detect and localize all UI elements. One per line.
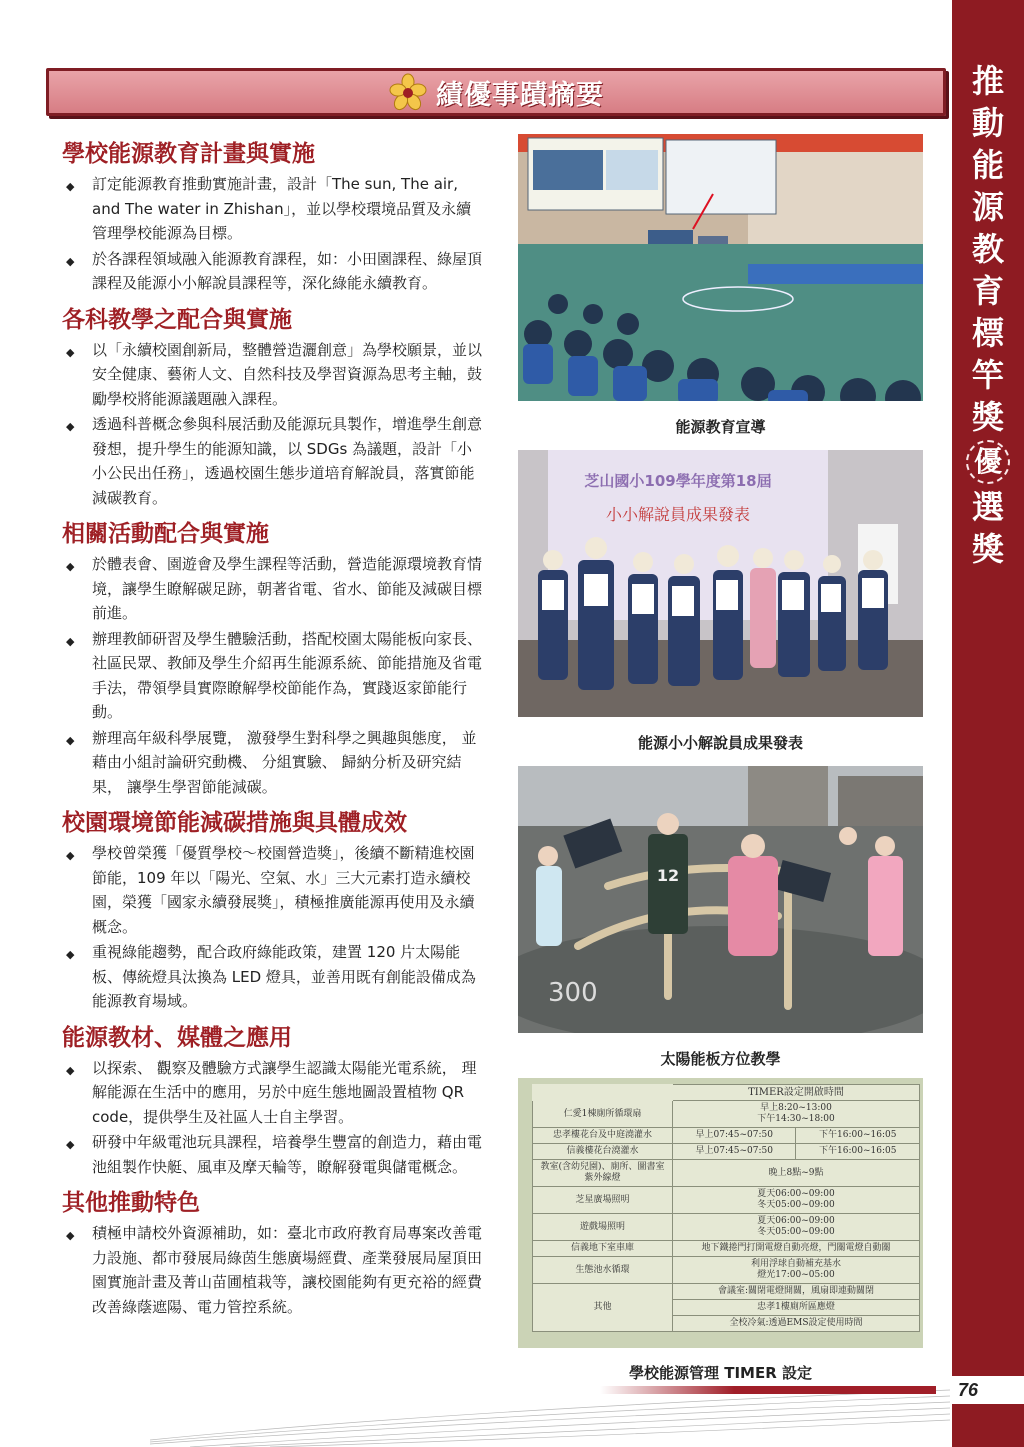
table-row bbox=[533, 1284, 920, 1300]
bullet-item bbox=[62, 841, 482, 939]
table-cell: 早上07:45~07:50 bbox=[673, 1128, 796, 1144]
bullet-item bbox=[62, 1056, 482, 1130]
section bbox=[62, 1020, 482, 1180]
bullet-text: 於各課程領域融入能源教育課程，如：小田園課程、綠屋頂課程及能源小小解說員課程等，深化綠能永續教育。 bbox=[92, 249, 483, 292]
section-title: 相關活動配合與實施 bbox=[62, 521, 269, 547]
diamond-bullet-icon: ◆ bbox=[66, 1063, 75, 1077]
award-char: 動 bbox=[971, 104, 1004, 142]
award-char: 標 bbox=[971, 314, 1004, 352]
screen-title: 芝山國小109學年度第18屆 bbox=[584, 472, 772, 490]
bullet-list bbox=[62, 172, 482, 296]
table-cell: 會議室:關閉電燈開關，風扇即連動關閉 bbox=[673, 1284, 920, 1300]
header-title: 績優事蹟摘要 bbox=[436, 79, 604, 111]
section-title: 校園環境節能減碳措施與具體成效 bbox=[62, 810, 407, 836]
table-cell: 遊戲場照明 bbox=[533, 1214, 673, 1241]
table-cell: 忠孝1樓廁所區應燈 bbox=[673, 1300, 920, 1316]
table-cell: 芝星廣場照明 bbox=[533, 1187, 673, 1214]
award-char: 獎 bbox=[971, 398, 1004, 436]
bullet-text: 以探索、 觀察及體驗方式讓學生認識太陽能光電系統， 理解能源在生活中的應用，另於中庭生態地圖設置植物 QR code，提供學生及社區人士自主學習。 bbox=[92, 1058, 477, 1126]
table-cell: 地下鐵捲門打開電燈自動亮燈，門關電燈自動關 bbox=[673, 1241, 920, 1257]
ground-marking: 300 bbox=[548, 978, 598, 1008]
award-char: 源 bbox=[971, 188, 1004, 226]
table-cell: 夏天06:00~09:00 冬天05:00~09:00 bbox=[673, 1214, 920, 1241]
table-cell: 早上8:20~13:00 下午14:30~18:00 bbox=[673, 1101, 920, 1128]
table-row bbox=[533, 1160, 920, 1187]
table-row bbox=[533, 1257, 920, 1284]
section bbox=[62, 805, 482, 1014]
photo-caption: 學校能源管理 TIMER 設定 bbox=[629, 1364, 812, 1382]
diamond-bullet-icon: ◆ bbox=[66, 420, 75, 433]
table-cell: 早上07:45~07:50 bbox=[673, 1144, 796, 1160]
bullet-list bbox=[62, 1056, 482, 1180]
award-char: 獎 bbox=[971, 530, 1004, 568]
section bbox=[62, 1185, 482, 1319]
award-title bbox=[958, 60, 1018, 570]
bullet-text: 以「永續校園創新局，整體營造灑創意」為學校願景，並以安全健康、藝術人文、自然科技及學習資源為思考主軸，鼓勵學校將能源議題融入課程。 bbox=[92, 340, 483, 408]
bullet-text: 透過科普概念參與科展活動及能源玩具製作，增進學生創意發想，提升學生的能源知識，以 SDGs 為議題，設計「小小公民出任務」，透過校園生態步道培育解說員，落實節能減碳教育。 bbox=[92, 415, 483, 507]
diamond-bullet-icon: ◆ bbox=[66, 1138, 75, 1151]
bullet-text: 學校曾榮獲「優質學校～校園營造獎」，後續不斷精進校園節能，109 年以「陽光、空氣、水」三大元素打造永續校園，榮獲「國家永續發展獎」，積極推廣能源再使用及永續概念。 bbox=[92, 844, 475, 936]
summary-content bbox=[62, 130, 482, 1320]
bullet-item bbox=[62, 412, 482, 510]
photo-caption: 能源小小解說員成果發表 bbox=[637, 734, 803, 752]
page-number: 76 bbox=[952, 1376, 1024, 1404]
bullet-text: 研發中年級電池玩具課程，培養學生豐富的創造力，藉由電池組製作快艇、風車及摩天輪等，瞭解發電與儲電概念。 bbox=[92, 1133, 483, 1176]
award-char: 教 bbox=[971, 230, 1004, 268]
award-seal bbox=[966, 440, 1010, 484]
photo-caption: 太陽能板方位教學 bbox=[660, 1050, 781, 1068]
diamond-bullet-icon: ◆ bbox=[66, 254, 75, 268]
award-char: 選 bbox=[971, 488, 1004, 526]
diamond-bullet-icon: ◆ bbox=[66, 849, 75, 862]
bullet-text: 辦理高年級科學展覽， 激發學生對科學之興趣與態度， 並藉由小組討論研究動機、 分組實驗、 歸納分析及研究結果， 讓學生學習節能減碳。 bbox=[92, 728, 477, 796]
table-row bbox=[533, 1144, 920, 1160]
section bbox=[62, 136, 482, 296]
section bbox=[62, 516, 482, 799]
diamond-bullet-icon: ◆ bbox=[66, 560, 75, 573]
bullet-item bbox=[62, 172, 482, 246]
bullet-item bbox=[62, 552, 482, 626]
award-char: 推 bbox=[971, 62, 1004, 100]
table-cell: 忠孝樓花台及中庭澆灌水 bbox=[533, 1128, 673, 1144]
bullet-item bbox=[62, 627, 482, 725]
table-cell: 利用浮球自動補充基水 燈光17:00~05:00 bbox=[673, 1257, 920, 1284]
diamond-bullet-icon: ◆ bbox=[66, 180, 75, 193]
timer-table bbox=[532, 1084, 920, 1332]
table-cell: 仁愛1棟廁所循環扇 bbox=[533, 1101, 673, 1128]
table-cell: 其他 bbox=[533, 1284, 673, 1332]
photo-energy-assembly bbox=[518, 134, 923, 401]
section-title: 能源教材、媒體之應用 bbox=[62, 1024, 292, 1051]
table-row bbox=[533, 1187, 920, 1214]
summary-header bbox=[46, 68, 946, 116]
award-char: 能 bbox=[971, 146, 1004, 184]
bullet-item bbox=[62, 247, 482, 296]
award-char: 竿 bbox=[971, 356, 1004, 394]
section-title: 各科教學之配合與實施 bbox=[62, 306, 292, 333]
diamond-bullet-icon: ◆ bbox=[66, 733, 75, 747]
table-cell: 信義地下室車庫 bbox=[533, 1241, 673, 1257]
table-row bbox=[533, 1085, 920, 1101]
bullet-item bbox=[62, 726, 482, 800]
bullet-list bbox=[62, 841, 482, 1014]
jersey-number: 12 bbox=[656, 866, 680, 885]
bottom-rule bbox=[600, 1386, 936, 1394]
table-cell: 晚上8點~9點 bbox=[673, 1160, 920, 1187]
bullet-item bbox=[62, 940, 482, 1014]
photo-solar-panel-image bbox=[518, 766, 923, 1033]
award-seal-char: 優 bbox=[973, 445, 1002, 478]
diamond-bullet-icon: ◆ bbox=[66, 345, 75, 359]
photo-solar-panel bbox=[518, 766, 923, 1033]
table-cell: 生態池水循環 bbox=[533, 1257, 673, 1284]
table-cell: 教室(含幼兒園)、廁所、圖書室紫外線燈 bbox=[533, 1160, 673, 1187]
table-row bbox=[533, 1128, 920, 1144]
diamond-bullet-icon: ◆ bbox=[66, 1229, 75, 1242]
photo-caption: 能源教育宣導 bbox=[675, 418, 766, 436]
bullet-text: 重視綠能趨勢，配合政府綠能政策，建置 120 片太陽能板、傳統燈具汰換為 LED 燈具，並善用既有創能設備成為能源教育場域。 bbox=[92, 943, 476, 1010]
bullet-text: 訂定能源教育推動實施計畫，設計「The sun, The air, and The water in Zhishan」，並以學校環境品質及永續管理學校能源為目標。 bbox=[92, 175, 472, 242]
award-char: 育 bbox=[971, 272, 1004, 310]
bullet-list bbox=[62, 338, 482, 511]
section-title: 學校能源教育計畫與實施 bbox=[62, 141, 315, 167]
bullet-text: 積極申請校外資源補助，如：臺北市政府教育局專案改善電力設施、都市發展局綠茵生態廣場經費、產業發展局屋頂田園實施計畫及菁山苗圃植栽等，讓校園能夠有更充裕的經費改善綠蔭遮陽、電力管控系統。 bbox=[92, 1224, 483, 1316]
diamond-bullet-icon: ◆ bbox=[66, 634, 75, 648]
table-cell: 下午16:00~16:05 bbox=[796, 1128, 920, 1144]
table-row bbox=[533, 1214, 920, 1241]
table-header: TIMER設定開啟時間 bbox=[673, 1085, 920, 1101]
bullet-text: 辦理教師研習及學生體驗活動，搭配校園太陽能板向家長、社區民眾、教師及學生介紹再生能源系統、節能措施及省電手法，帶領學員實際瞭解學校節能作為，實踐返家節能行動。 bbox=[92, 629, 483, 721]
table-row bbox=[533, 1241, 920, 1257]
photo-presenters bbox=[518, 450, 923, 717]
bullet-item bbox=[62, 1221, 482, 1319]
diamond-bullet-icon: ◆ bbox=[66, 948, 75, 961]
bullet-item bbox=[62, 338, 482, 412]
flower-emblem-icon bbox=[388, 72, 428, 112]
photo-timer-settings bbox=[518, 1078, 923, 1348]
table-cell: 信義樓花台澆灌水 bbox=[533, 1144, 673, 1160]
table-cell: 全校冷氣:透過EMS設定使用時間 bbox=[673, 1316, 920, 1332]
bullet-item bbox=[62, 1130, 482, 1179]
photo-energy-assembly-image bbox=[518, 134, 923, 401]
bullet-list bbox=[62, 552, 482, 799]
table-row bbox=[533, 1101, 920, 1128]
bullet-text: 於體表會、園遊會及學生課程等活動，營造能源環境教育情境，讓學生瞭解碳足跡，朝著省電、省水、節能及減碳目標前進。 bbox=[92, 555, 483, 622]
table-cell: 下午16:00~16:05 bbox=[796, 1144, 920, 1160]
screen-subtitle: 小小解說員成果發表 bbox=[605, 505, 751, 524]
section bbox=[62, 302, 482, 511]
bullet-list bbox=[62, 1221, 482, 1319]
table-cell: 夏天06:00~09:00 冬天05:00~09:00 bbox=[673, 1187, 920, 1214]
photo-presenters-image bbox=[518, 450, 923, 717]
section-title: 其他推動特色 bbox=[62, 1190, 200, 1216]
